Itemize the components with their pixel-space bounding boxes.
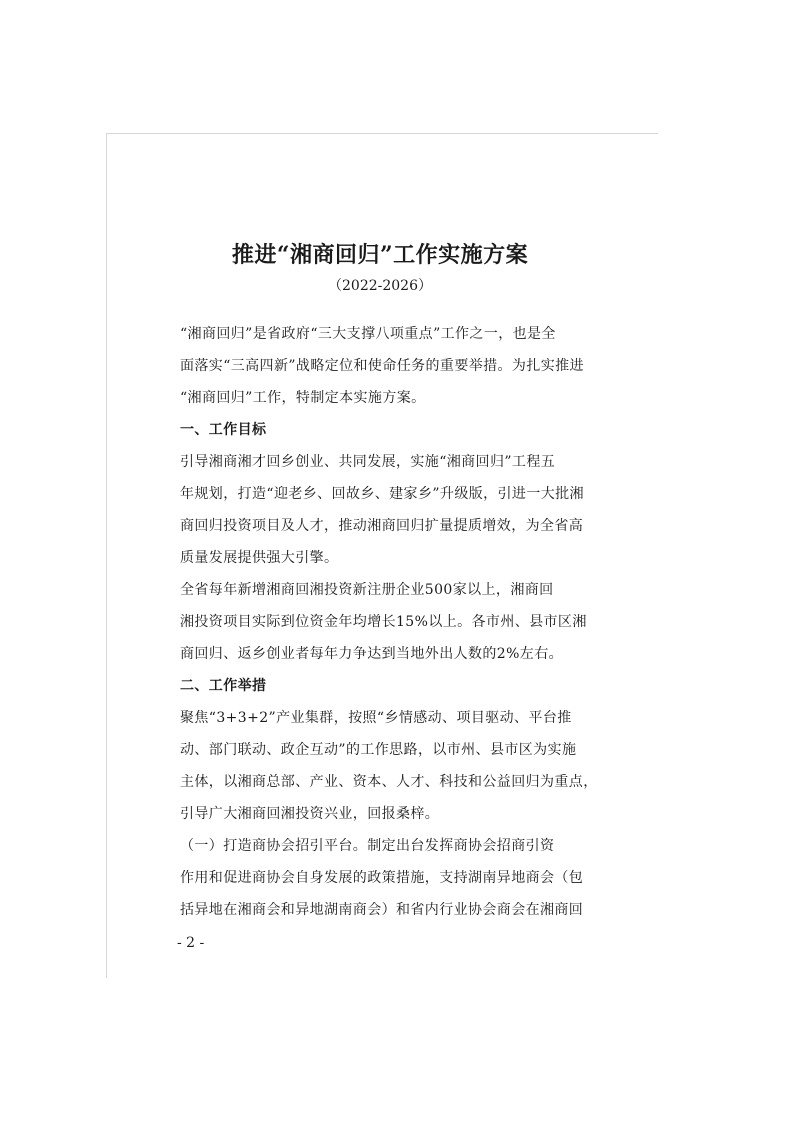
body-line: 质量发展提供强大引擎。 bbox=[180, 550, 339, 566]
body-line: 括异地在湘商会和异地湖南商会）和省内行业协会商会在湘商回 bbox=[180, 902, 584, 918]
body-line: 湘投资项目实际到位资金年均增长15%以上。各市州、县市区湘 bbox=[180, 614, 587, 630]
body-line: 聚焦“3+3+2”产业集群，按照“乡情感动、项目驱动、平台推 bbox=[180, 710, 572, 726]
section-heading: 二、工作举措 bbox=[180, 678, 267, 694]
body-line: 全省每年新增湘商回湘投资新注册企业500家以上，湘商回 bbox=[180, 582, 554, 598]
page-border-left bbox=[106, 133, 107, 978]
body-line: 动、部门联动、政企互动”的工作思路，以市州、县市区为实施 bbox=[180, 742, 577, 758]
body-line: “湘商回归”工作，特制定本实施方案。 bbox=[180, 390, 426, 406]
document-subtitle: （2022-2026） bbox=[328, 278, 432, 294]
body-line: 作用和促进商协会自身发展的政策措施，支持湖南异地商会（包 bbox=[180, 870, 584, 886]
body-line: 年规划，打造“迎老乡、回故乡、建家乡”升级版，引进一大批湘 bbox=[180, 486, 584, 502]
body-line: “湘商回归”是省政府“三大支撑八项重点”工作之一，也是全 bbox=[180, 326, 556, 342]
body-line: 商回归投资项目及人才，推动湘商回归扩量提质增效，为全省高 bbox=[180, 518, 584, 534]
body-line: （一）打造商协会招引平台。制定出台发挥商协会招商引资 bbox=[180, 838, 555, 854]
body-line: 引导湘商湘才回乡创业、共同发展，实施“湘商回归”工程五 bbox=[180, 454, 556, 470]
page-border-top bbox=[106, 133, 658, 134]
body-line: 商回归、返乡创业者每年力争达到当地外出人数的2%左右。 bbox=[180, 646, 564, 662]
body-line: 引导广大湘商回湘投资兴业，回报桑梓。 bbox=[180, 806, 440, 822]
page-number: - 2 - bbox=[177, 935, 205, 951]
section-heading: 一、工作目标 bbox=[180, 422, 267, 438]
document-title: 推进“湘商回归”工作实施方案 bbox=[231, 242, 529, 268]
body-line: 面落实“三高四新”战略定位和使命任务的重要举措。为扎实推进 bbox=[180, 358, 584, 374]
body-line: 主体，以湘商总部、产业、资本、人才、科技和公益回归为重点， bbox=[180, 774, 598, 790]
